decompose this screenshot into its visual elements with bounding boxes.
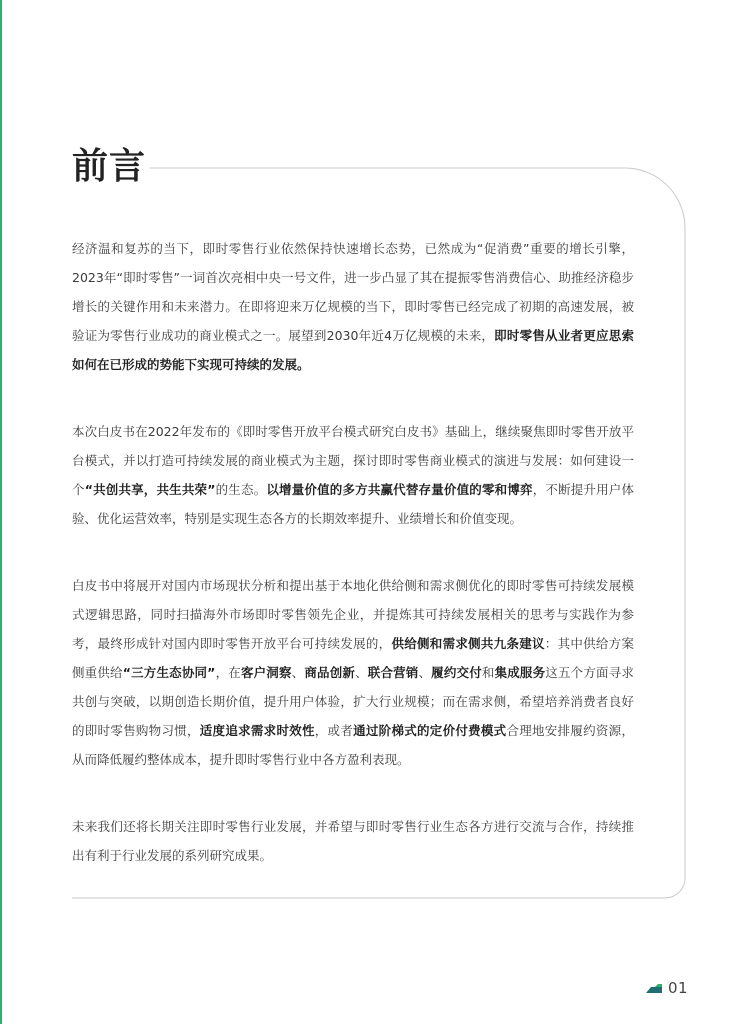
- emphasis-text: 供给侧和需求侧共九条建议: [391, 636, 545, 651]
- body-text: 白皮书中将展开对国内市场现状分析和提出基于本地化供给侧和需求侧优化的即时零售可持续发展模式逻辑思路，同时扫描海外市场即时零售领先企业，并提炼其可持续发展相关的思考与实践作为参考，最终形成针对国内即时零售开放平台可持续发展的，: [72, 578, 634, 651]
- emphasis-text: 联合营销: [367, 665, 419, 680]
- body-text: 经济温和复苏的当下，即时零售行业依然保持快速增长态势，已然成为“促消费”重要的增长引擎，2023年“即时零售”一词首次亮相中央一号文件，进一步凸显了其在提振零售消费信心、助推经济稳步增长的关键作用和未来潜力。在即将迎来万亿规模的当下，即时零售已经完成了初期的高速发展，被验证为零售行业成功的商业模式之一。展望到2030年近4万亿规模的未来，: [72, 241, 634, 343]
- body-text: ，在: [215, 665, 241, 680]
- emphasis-text: 即时零售从业者更应思索如何在已形成的势能下实现可持续的发展。: [72, 328, 634, 372]
- page-title: 前言: [72, 146, 147, 187]
- emphasis-text: “共创共享，共生共荣”: [84, 482, 216, 497]
- preface-body: [72, 234, 634, 908]
- body-text: 本次白皮书在2022年发布的《即时零售开放平台模式研究白皮书》基础上，继续聚焦即时零售开放平台模式，并以打造可持续发展的商业模式为主题，探讨即时零售商业模式的演进与发展：如何建设一个: [72, 424, 634, 497]
- body-text: 、: [418, 665, 432, 680]
- page-number: 01: [668, 979, 689, 997]
- emphasis-text: 以增量价值的多方共赢代替存量价值的零和博弈: [266, 482, 533, 497]
- emphasis-text: 通过阶梯式的定价付费模式: [353, 723, 507, 738]
- emphasis-text: 履约交付: [431, 665, 482, 680]
- body-text: 的生态。: [215, 482, 267, 497]
- body-text: 未来我们还将长期关注即时零售行业发展，并希望与即时零售行业生态各方进行交流与合作，持续推出有利于行业发展的系列研究成果。: [72, 819, 634, 863]
- preface-paragraph: [72, 571, 634, 774]
- emphasis-text: 适度追求需求时效性: [199, 723, 315, 738]
- body-text: ：其中供给方案侧重供给: [72, 636, 634, 680]
- emphasis-text: 客户洞察: [240, 665, 292, 680]
- body-text: ，或者: [314, 723, 354, 738]
- preface-paragraph: [72, 234, 634, 379]
- body-text: 、: [291, 665, 305, 680]
- preface-paragraph: [72, 812, 634, 870]
- emphasis-text: 集成服务: [494, 665, 546, 680]
- preface-paragraph: [72, 417, 634, 533]
- emphasis-text: 商品创新: [304, 665, 356, 680]
- body-text: 、: [355, 665, 368, 680]
- page-marker-icon: [646, 984, 662, 993]
- emphasis-text: “三方生态协同”: [122, 665, 216, 680]
- body-text: ，不断提升用户体验、优化运营效率，特别是实现生态各方的长期效率提升、业绩增长和价值变现。: [72, 482, 634, 526]
- body-text: 合理地安排履约资源，从而降低履约整体成本，提升即时零售行业中各方盈利表现。: [72, 723, 634, 767]
- body-text: 这五个方面寻求共创与突破，以期创造长期价值，提升用户体验，扩大行业规模；而在需求侧，希望培养消费者良好的即时零售购物习惯，: [72, 665, 634, 738]
- body-text: 和: [481, 665, 495, 680]
